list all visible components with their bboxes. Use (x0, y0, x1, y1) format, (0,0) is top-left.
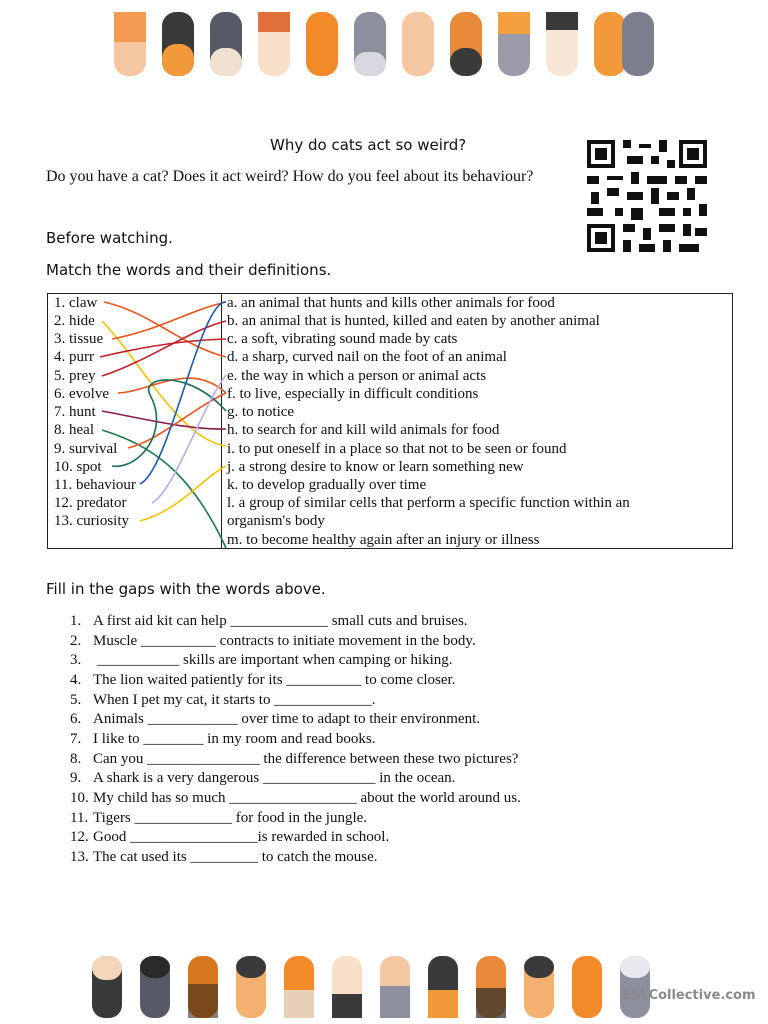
definition-item: e. the way in which a person or animal acts (227, 368, 487, 384)
gap-item: 12. Good _________________is rewarded in school. (70, 829, 390, 845)
definition-item: j. a strong desire to know or learn something new (227, 459, 524, 475)
word-item: 1. claw (54, 295, 98, 311)
word-item: 10. spot (54, 459, 102, 475)
qr-code-icon (583, 136, 711, 256)
paws-decoration-top (108, 8, 656, 80)
definition-item: b. an animal that is hunted, killed and eaten by another animal (227, 313, 600, 329)
word-item: 4. purr (54, 349, 94, 365)
gap-item: 4. The lion waited patiently for its __________ to come closer. (70, 672, 456, 688)
before-watching-heading: Before watching. (46, 229, 173, 247)
gap-item: 11. Tigers _____________ for food in the jungle. (70, 810, 368, 826)
gap-item: 2. Muscle __________ contracts to initiate movement in the body. (70, 633, 476, 649)
definition-item: k. to develop gradually over time (227, 477, 427, 493)
word-item: 11. behaviour (54, 477, 136, 493)
definition-item: g. to notice (227, 404, 295, 420)
gap-item: 3. ___________ skills are important when camping or hiking. (70, 652, 453, 668)
definition-item: m. to become healthy again after an injury or illness (227, 532, 540, 548)
gap-item: 13. The cat used its _________ to catch the mouse. (70, 849, 378, 865)
match-instruction: Match the words and their definitions. (46, 261, 332, 279)
gap-item: 7. I like to ________ in my room and read books. (70, 731, 376, 747)
definition-item: i. to put oneself in a place so that not to be seen or found (227, 441, 567, 457)
gap-item: 10. My child has so much _________________ about the world around us. (70, 790, 521, 806)
paws-decoration-bottom (88, 950, 658, 1018)
worksheet-title: Why do cats act so weird? (270, 136, 467, 154)
definition-item: d. a sharp, curved nail on the foot of an animal (227, 349, 507, 365)
definition-item: a. an animal that hunts and kills other animals for food (227, 295, 555, 311)
definition-item: f. to live, especially in difficult conditions (227, 386, 479, 402)
gap-item: 5. When I pet my cat, it starts to _____________. (70, 692, 376, 708)
definition-item: l. a group of similar cells that perform a specific function within an (227, 495, 630, 511)
fill-gaps-instruction: Fill in the gaps with the words above. (46, 580, 326, 598)
word-item: 12. predator (54, 495, 127, 511)
definition-item: h. to search for and kill wild animals for food (227, 422, 500, 438)
definition-item: organism's body (227, 513, 325, 529)
word-item: 5. prey (54, 368, 96, 384)
word-item: 3. tissue (54, 331, 104, 347)
watermark: ESLCollective.com (622, 988, 756, 1003)
gap-item: 6. Animals ____________ over time to adapt to their environment. (70, 711, 481, 727)
gap-item: 8. Can you _______________ the difference between these two pictures? (70, 751, 519, 767)
word-item: 8. heal (54, 422, 94, 438)
word-item: 9. survival (54, 441, 118, 457)
word-item: 7. hunt (54, 404, 96, 420)
word-item: 6. evolve (54, 386, 109, 402)
definition-item: c. a soft, vibrating sound made by cats (227, 331, 458, 347)
gap-item: 1. A first aid kit can help _____________ small cuts and bruises. (70, 613, 468, 629)
intro-question: Do you have a cat? Does it act weird? How do you feel about its behaviour? (46, 168, 534, 185)
matching-divider (221, 293, 222, 549)
word-item: 13. curiosity (54, 513, 129, 529)
gap-item: 9. A shark is a very dangerous _______________ in the ocean. (70, 770, 456, 786)
word-item: 2. hide (54, 313, 95, 329)
